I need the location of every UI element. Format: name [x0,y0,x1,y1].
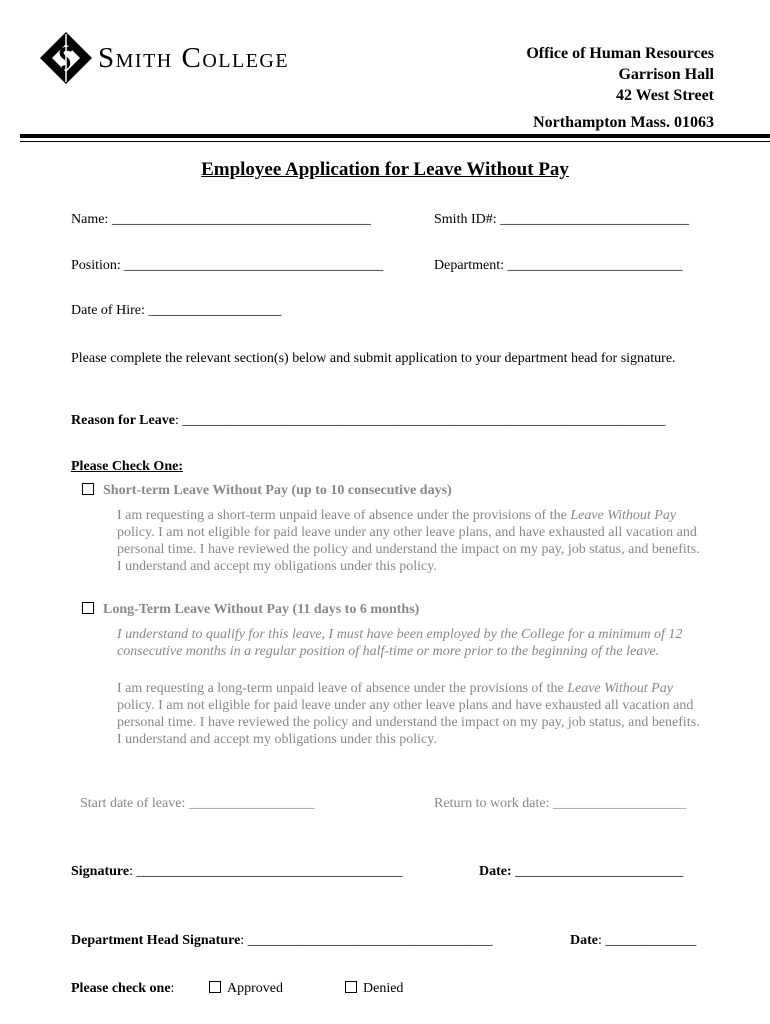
smith-id-field[interactable]: Smith ID#: ___________________________ [434,212,690,227]
signature-field[interactable] [71,864,402,880]
short-term-checkbox[interactable] [82,483,94,495]
signature-date-line: ________________________ [511,864,684,879]
header-divider-thin [20,141,770,142]
dept-head-label: Department Head Signature [71,933,241,948]
signature-label: Signature [71,864,130,879]
position-field[interactable]: Position: _____________________________________ [71,258,384,273]
header-divider-thick [20,134,770,138]
logo-wordmark: Smith College [98,42,290,74]
approval-label: Please check one [71,981,171,996]
reason-label: Reason for Leave [71,413,175,428]
approved-option[interactable] [209,981,283,997]
denied-option[interactable] [345,981,403,997]
dept-head-signature-field[interactable] [71,933,493,949]
denied-label: Denied [363,981,404,996]
date-of-hire-field[interactable]: Date of Hire: ___________________ [71,303,282,318]
short-term-label: Short-term Leave Without Pay (up to 10 consecutive days) [103,483,452,498]
long-term-policy-name: Leave Without Pay [567,681,673,696]
check-one-heading: Please Check One: [71,459,183,474]
start-date-field[interactable]: Start date of leave: __________________ [80,796,315,811]
long-term-description: I am requesting a long-term unpaid leave of absence under the provisions of the Leave Without Pay policy. I am not eligible for paid leave under any other leave plans and have exhausted all vacation and personal time. I have reviewed the policy and understand the impact on my pay, job status, and benefits. I understand and accept my obligations under this policy. [117,681,700,747]
reason-line: : _____________________________________________________________________ [174,413,666,428]
long-term-option[interactable] [82,602,419,618]
building-name: Garrison Hall [618,66,714,83]
college-seal-icon [36,30,96,88]
approval-heading: Please check one: [71,981,175,996]
long-term-label: Long-Term Leave Without Pay (11 days to 6 months) [103,602,420,617]
signature-date-field[interactable] [479,864,683,880]
reason-for-leave-field[interactable] [71,413,665,429]
dept-head-date-line: : _____________ [598,933,697,948]
approved-checkbox[interactable] [209,981,221,993]
street-address: 42 West Street [615,87,714,104]
approved-label: Approved [227,981,283,996]
office-name: Office of Human Resources [526,45,714,62]
short-term-description: I am requesting a short-term unpaid leave of absence under the provisions of the Leave Without Pay policy. I am not eligible for paid leave under any other leave plans, and have exhausted all vacation and personal time. I have reviewed the policy and understand the impact on my pay, job status, and benefits. I understand and accept my obligations under this policy. [117,508,700,574]
form-title: Employee Application for Leave Without Pay [201,159,569,180]
instructions: Please complete the relevant section(s) below and submit application to your department head for signature. [71,351,676,366]
long-term-qualification: I understand to qualify for this leave, I must have been employed by the College for a minimum of 12 consecutive months in a regular position of half-time or more prior to the beginning of the leave. [117,627,683,659]
signature-line: : ______________________________________ [129,864,403,879]
denied-checkbox[interactable] [345,981,357,993]
dept-head-line: : ___________________________________ [240,933,493,948]
signature-date-label: Date: [479,864,512,879]
department-field[interactable]: Department: _________________________ [434,258,683,273]
dept-head-date-label: Date [570,933,598,948]
dept-head-date-field[interactable] [570,933,696,949]
return-date-field[interactable]: Return to work date: ___________________ [434,796,686,811]
city-address: Northampton Mass. 01063 [533,114,714,131]
short-term-policy-name: Leave Without Pay [570,508,677,523]
short-term-option[interactable] [82,483,452,499]
long-term-checkbox[interactable] [82,602,94,614]
name-field[interactable]: Name: _____________________________________ [71,212,371,227]
